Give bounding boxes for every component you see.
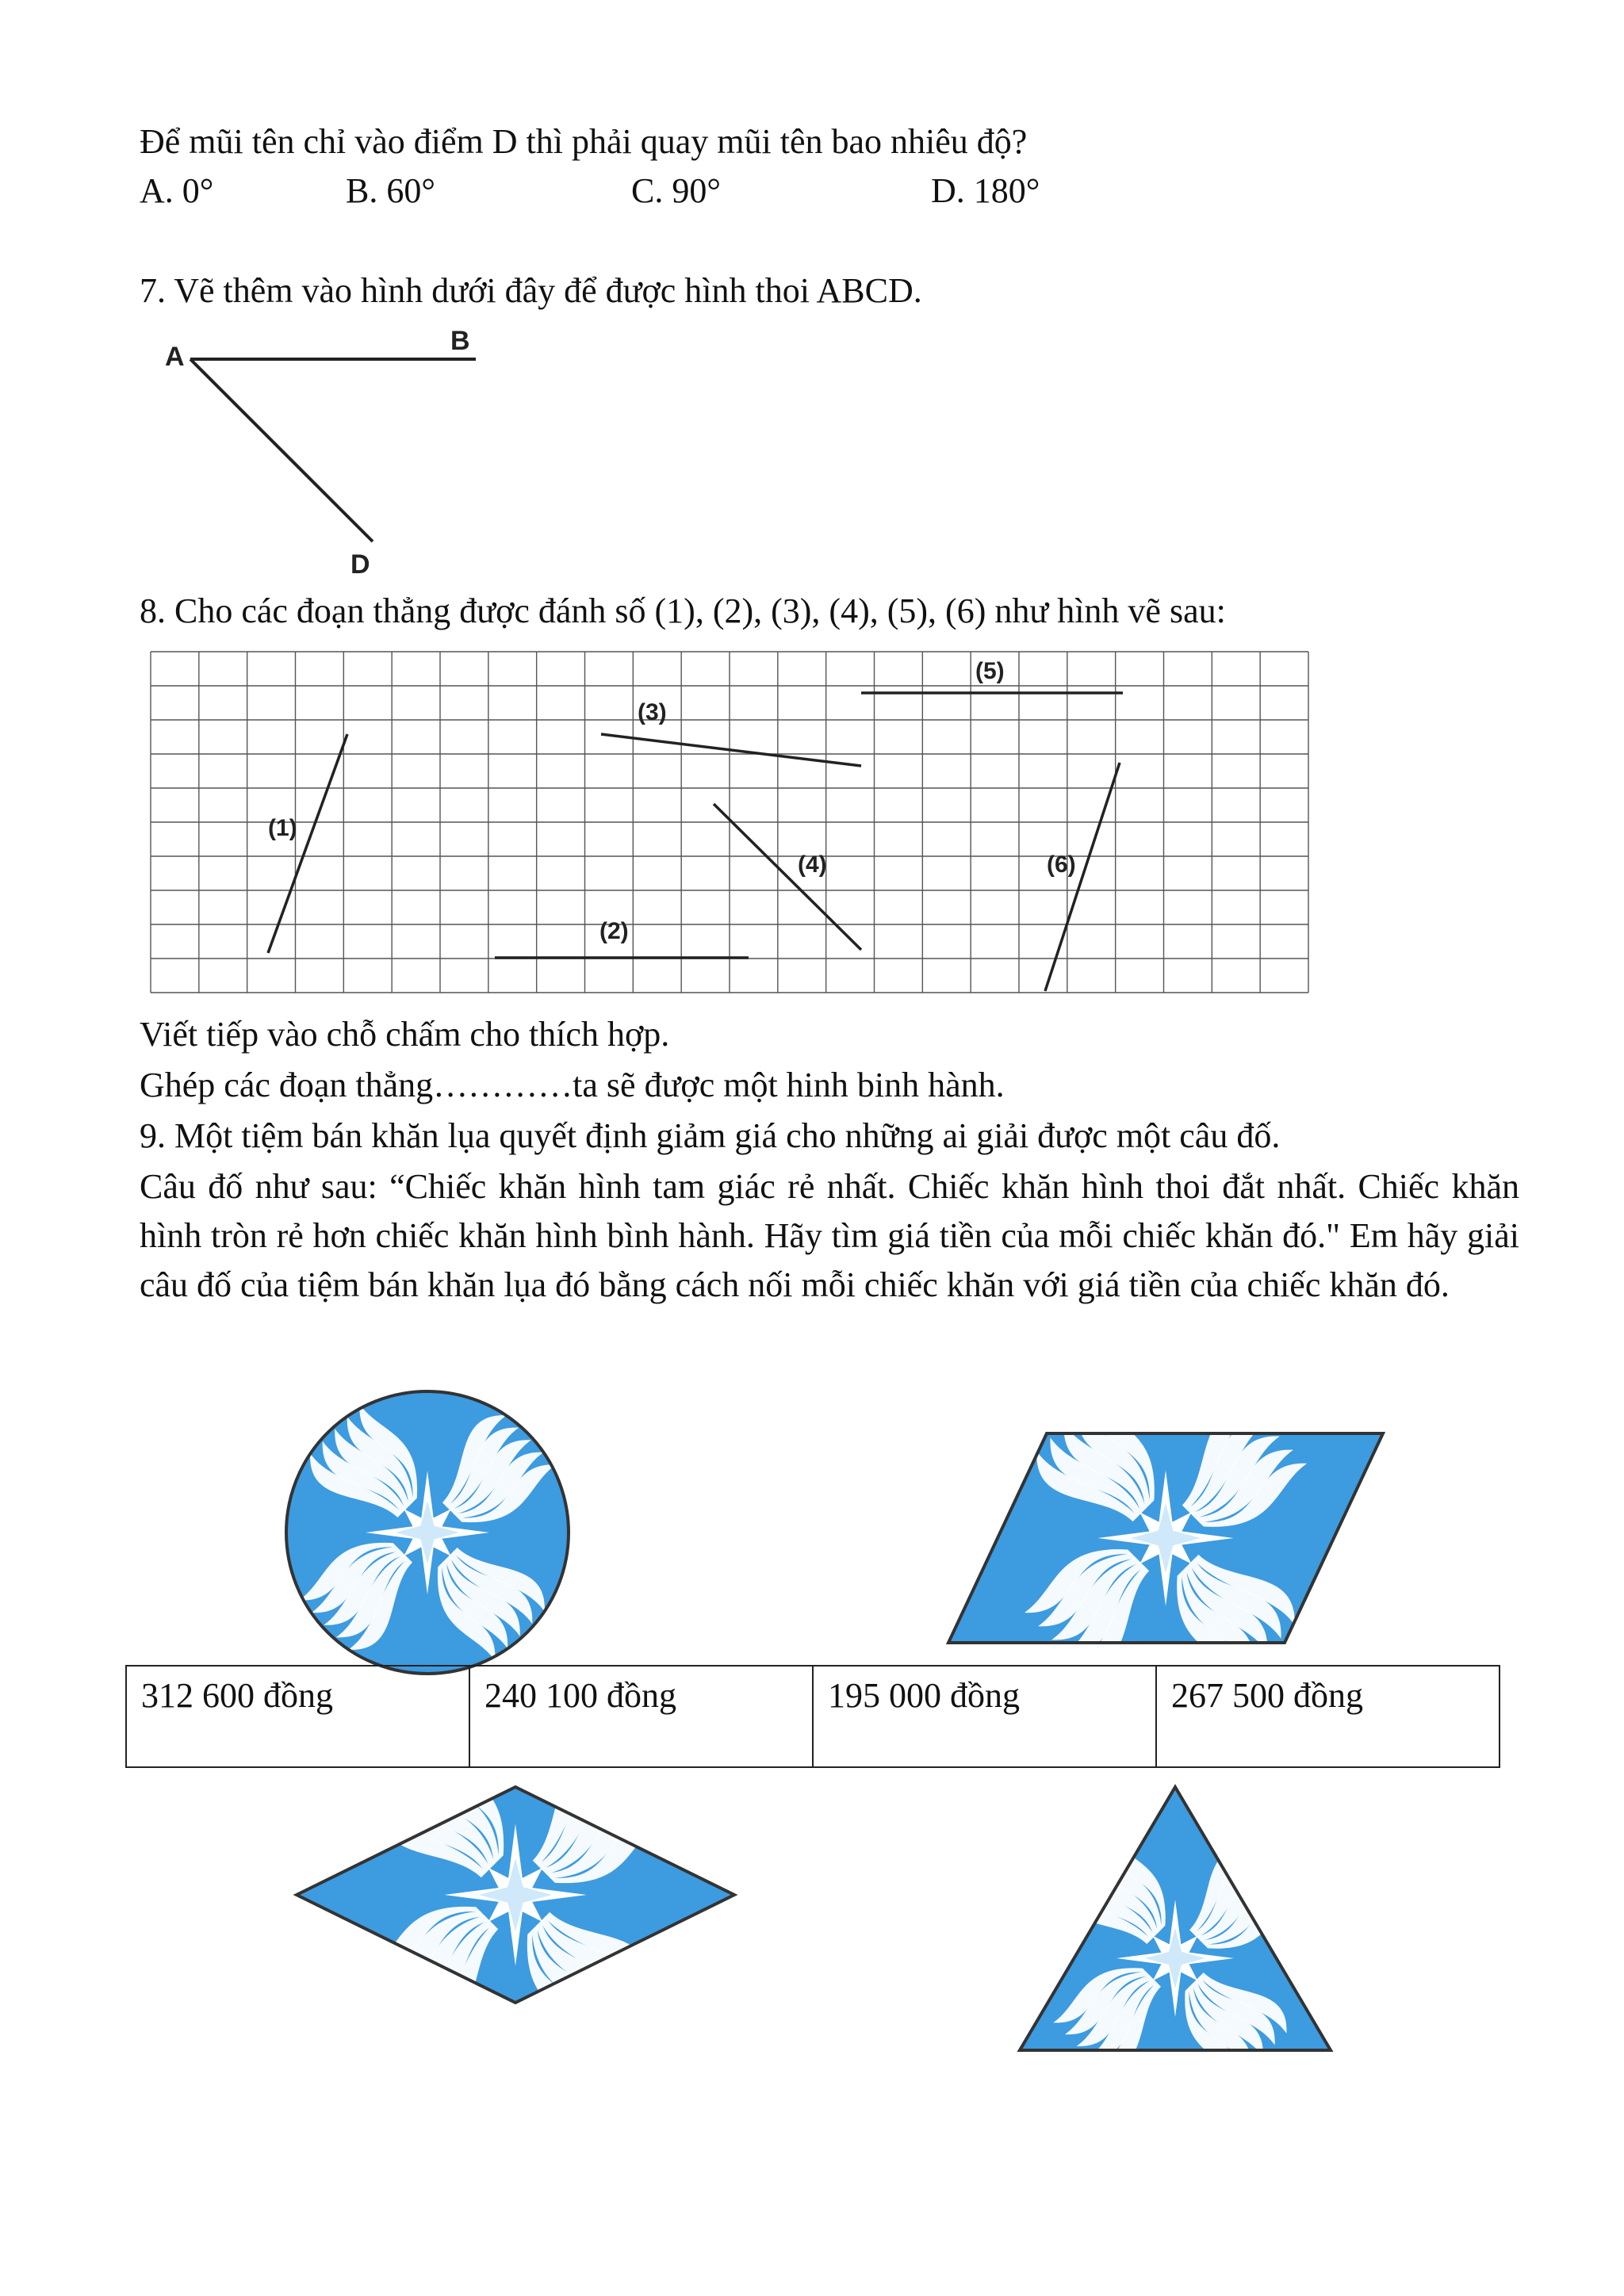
q6-option-b: B. 60° [346,171,435,210]
label-a: A [165,342,185,372]
segment-label-2: (2) [599,918,629,944]
q6-option-d: D. 180° [931,171,1040,210]
q9-paragraph: Câu đố như sau: “Chiếc khăn hình tam giác rẻ nhất. Chiếc khăn hình thoi đắt nhất. Chiếc khăn hình tròn rẻ hơn chiếc khăn hình bình hành. Hãy tìm giá tiền của mỗi chiếc khăn đó." Em hãy giải câu đố của tiệm bán khăn lụa đó bằng cách nối mỗi chiếc khăn với giá tiền của chiếc khăn đó. [140,1167,1519,1304]
q6-option-a: A. 0° [140,171,214,210]
grid-lines [151,652,1308,993]
segment-3 [601,734,861,766]
segment-label-4: (4) [798,851,827,878]
segment-label-1: (1) [268,815,297,841]
price-row [126,1666,1500,1767]
q6-option-c: C. 90° [631,171,721,210]
circle-scarf [282,1387,573,1678]
label-b: B [450,326,470,356]
q7-figure [151,321,500,583]
q8-fill-in: Ghép các đoạn thẳng…………ta sẽ được một hinh binh hành. [140,1066,1005,1104]
price-table [125,1665,1500,1768]
numbered-segments [268,658,1123,991]
q6-question: Để mũi tên chỉ vào điểm D thì phải quay mũi tên bao nhiêu độ? [140,122,1028,161]
segment-1 [268,734,347,953]
triangle-scarf [1017,1784,1334,2053]
q8-grid-figure [151,652,1308,993]
rhombus-scarf [293,1784,737,2006]
q8-text: 8. Cho các đoạn thẳng được đánh số (1), (2), (3), (4), (5), (6) như hình vẽ sau: [140,591,1226,630]
price-cell: 240 100 đồng [469,1666,813,1767]
price-cell: 312 600 đồng [126,1666,469,1767]
parallelogram-scarf [944,1427,1388,1649]
segment-label-3: (3) [638,699,667,725]
q9-line1: 9. Một tiệm bán khăn lụa quyết định giảm giá cho những ai giải được một câu đố. [140,1116,1281,1155]
price-cell: 195 000 đồng [813,1666,1156,1767]
q7-text: 7. Vẽ thêm vào hình dưới đây để được hình thoi ABCD. [140,271,922,310]
q8-instruction: Viết tiếp vào chỗ chấm cho thích hợp. [140,1015,670,1054]
price-cell: 267 500 đồng [1156,1666,1500,1767]
segment-label-5: (5) [975,658,1005,684]
segment-4 [714,804,861,950]
segment-label-6: (6) [1047,851,1076,878]
segment-ad [190,359,373,541]
label-d: D [350,549,370,580]
